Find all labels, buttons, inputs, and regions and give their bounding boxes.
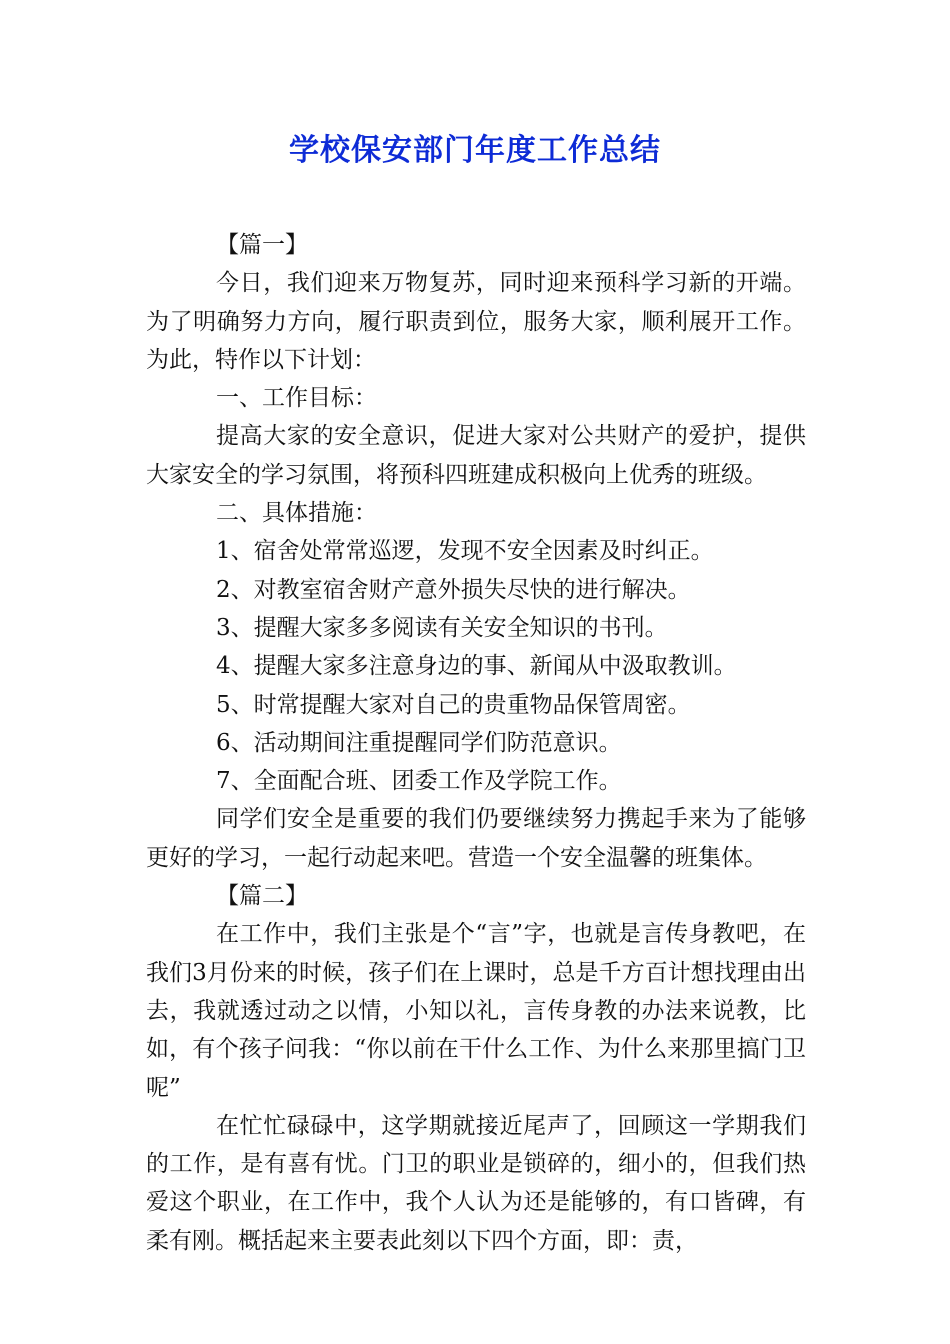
section-heading-2: 【篇二】 (216, 883, 308, 910)
paragraph: 一、工作目标： (216, 385, 377, 412)
list-item: 5、时常提醒大家对自己的贵重物品保管周密。 (216, 691, 691, 718)
list-item: 4、提醒大家多注意身边的事、新闻从中汲取教训。 (216, 653, 737, 680)
paragraph: 提高大家的安全意识，促进大家对公共财产的爱护，提供大家安全的学习氛围，将预科四班建成积极向上优秀的班级。 (146, 423, 806, 488)
paragraph: 二、具体措施： (216, 500, 377, 527)
list-item: 2、对教室宿舍财产意外损失尽快的进行解决。 (216, 576, 691, 603)
paragraph: 在工作中，我们主张是个“言”字，也就是言传身教吧，在我们3月份来的时候，孩子们在上课时，总是千方百计想找理由出去，我就透过动之以情，小知以礼，言传身教的办法来说教，比如，有个孩子问我：“你以前在干什么工作、为什么来那里搞门卫呢” (146, 921, 806, 1101)
list-item: 7、全面配合班、团委工作及学院工作。 (216, 768, 622, 795)
list-item: 1、宿舍处常常巡逻，发现不安全因素及时纠正。 (216, 538, 714, 565)
section-heading-1: 【篇一】 (216, 232, 308, 258)
list-item: 3、提醒大家多多阅读有关安全知识的书刊。 (216, 614, 668, 641)
document-title: 学校保安部门年度工作总结 (289, 133, 661, 168)
paragraph: 同学们安全是重要的我们仍要继续努力携起手来为了能够更好的学习，一起行动起来吧。营造一个安全温馨的班集体。 (146, 806, 806, 871)
paragraph: 今日，我们迎来万物复苏，同时迎来预科学习新的开端。为了明确努力方向，履行职责到位，服务大家，顺利展开工作。为此，特作以下计划： (146, 270, 806, 373)
document-body (146, 226, 806, 1260)
list-item: 6、活动期间注重提醒同学们防范意识。 (216, 729, 622, 756)
paragraph: 在忙忙碌碌中，这学期就接近尾声了，回顾这一学期我们的工作，是有喜有忧。门卫的职业是锁碎的，细小的，但我们热爱这个职业，在工作中，我个人认为还是能够的，有口皆碑，有柔有刚。概括起来主要表此刻以下四个方面，即：责， (146, 1112, 806, 1254)
